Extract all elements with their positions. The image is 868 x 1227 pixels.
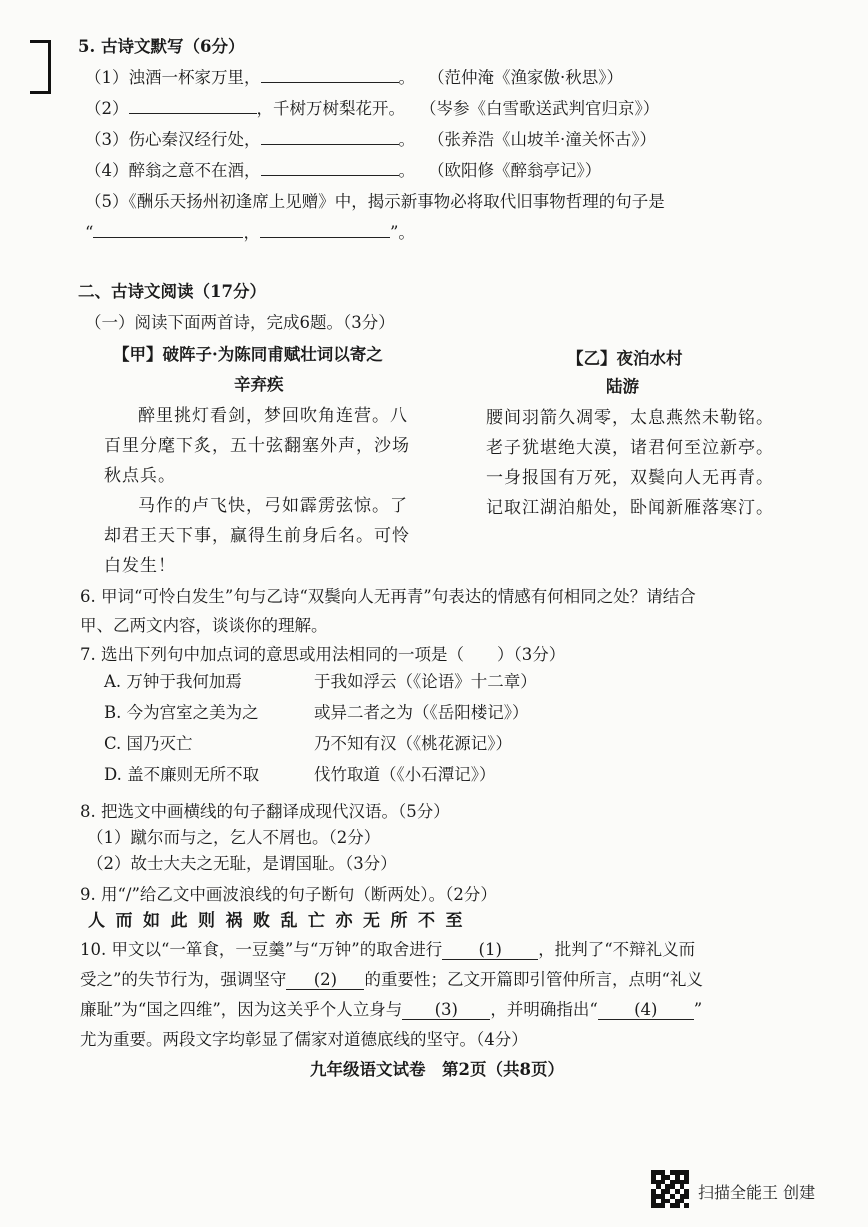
poem-b-line: 老子犹堪绝大漠，诸君何至泣新亭。: [486, 438, 774, 458]
q5-item2: （2） ，千树万树梨花开。: [85, 99, 405, 118]
q6-line1: 6. 甲词“可怜白发生”句与乙诗“双鬓向人无再青”句表达的情感有何相同之处？请结合: [80, 587, 696, 606]
q5-item2-source: （岑参《白雪歌送武判官归京》）: [420, 99, 660, 118]
answer-blank[interactable]: [129, 113, 257, 114]
part-instruction: （一）阅读下面两首诗，完成6题。（3分）: [85, 313, 395, 332]
q7-option-a[interactable]: A. 万钟于我何加焉: [104, 672, 242, 691]
answer-blank[interactable]: [261, 175, 399, 176]
poem-a-title: 【甲】破阵子·为陈同甫赋壮词以寄之: [113, 345, 383, 364]
q5-item4-source: （欧阳修《醉翁亭记》）: [428, 161, 602, 180]
qr-code-icon: [651, 1170, 689, 1208]
answer-blank[interactable]: [260, 237, 390, 238]
answer-blank[interactable]: (2): [286, 970, 364, 990]
page-footer: 九年级语文试卷 第2页（共8页）: [310, 1060, 564, 1079]
q8-sub2: （2）故士大夫之无耻，是谓国耻。（3分）: [87, 854, 397, 873]
q9-sentence: 人而如此则祸败乱亡亦无所不至: [88, 911, 473, 931]
poem-a-line: 秋点兵。: [104, 466, 176, 486]
q5-item4: （4）醉翁之意不在酒， 。: [85, 161, 415, 180]
poem-a-author: 辛弃疾: [234, 375, 284, 394]
q6-line2: 甲、乙两文内容，谈谈你的理解。: [80, 616, 328, 635]
answer-blank[interactable]: [261, 144, 399, 145]
q7-option-b[interactable]: B. 今为宫室之美为之: [104, 703, 259, 722]
q8-stem: 8. 把选文中画横线的句子翻译成现代汉语。（5分）: [80, 802, 450, 821]
poem-a-line: 却君王天下事，赢得生前身后名。可怜: [104, 526, 410, 546]
q7-option-c[interactable]: C. 国乃灭亡: [104, 734, 193, 753]
section-title: 二、古诗文阅读（17分）: [78, 282, 266, 301]
q10-line2: 受之”的失节行为，强调坚守 (2) 的重要性；乙文开篇即引管仲所言，点明“礼义: [80, 970, 703, 989]
q8-sub1: （1）蹴尔而与之，乞人不屑也。（2分）: [87, 828, 381, 847]
poem-b-title: 【乙】夜泊水村: [567, 349, 683, 368]
poem-a-line: 马作的卢飞快，弓如霹雳弦惊。了: [138, 496, 408, 516]
poem-a-line: 醉里挑灯看剑，梦回吹角连营。八: [138, 406, 408, 426]
q7-option-a-compare: 于我如浮云（《论语》十二章）: [314, 672, 537, 691]
q7-stem: 7. 选出下列句中加点词的意思或用法相同的一项是（ ）（3分）: [80, 645, 566, 664]
poem-b-line: 腰间羽箭久凋零，太息燕然未勒铭。: [486, 408, 774, 428]
answer-blank[interactable]: (3): [402, 1000, 490, 1020]
answer-blank[interactable]: [93, 237, 243, 238]
answer-blank[interactable]: [261, 82, 399, 83]
q7-option-d[interactable]: D. 盖不廉则无所不取: [104, 765, 260, 784]
q10-line3: 廉耻”为“国之四维”，因为这关乎个人立身与 (3) ，并明确指出“ (4) ”: [80, 1000, 703, 1019]
q7-option-b-compare: 或异二者之为（《岳阳楼记》）: [314, 703, 529, 722]
q5-item3: （3）伤心秦汉经行处， 。: [85, 130, 415, 149]
answer-blank[interactable]: (1): [442, 940, 538, 960]
q5-item5-blanks: “ ， ”。: [85, 223, 415, 242]
q5-item1: （1）浊酒一杯家万里， 。: [85, 68, 415, 87]
q10-line1: 10. 甲文以“一箪食，一豆羹”与“万钟”的取舍进行 (1) ，批判了“不辩礼义而: [80, 940, 696, 959]
q5-item1-source: （范仲淹《渔家傲·秋思》）: [428, 68, 623, 87]
q7-option-c-compare: 乃不知有汉（《桃花源记》）: [314, 734, 512, 753]
q5-item5-stem: （5）《酬乐天扬州初逢席上见赠》中，揭示新事物必将取代旧事物哲理的句子是: [85, 192, 665, 211]
q5-item3-source: （张养浩《山坡羊·潼关怀古》）: [428, 130, 656, 149]
answer-blank[interactable]: (4): [598, 1000, 694, 1020]
poem-b-line: 一身报国有万死，双鬓向人无再青。: [486, 468, 774, 488]
poem-a-line: 白发生！: [104, 556, 176, 576]
poem-b-author: 陆游: [606, 377, 639, 396]
q7-option-d-compare: 伐竹取道（《小石潭记》）: [314, 765, 496, 784]
poem-b-line: 记取江湖泊船处，卧闻新雁落寒汀。: [486, 498, 774, 518]
q9-stem: 9. 用“/”给乙文中画波浪线的句子断句（断两处）。（2分）: [80, 885, 497, 904]
poem-a-line: 百里分麾下炙，五十弦翻塞外声，沙场: [104, 436, 410, 456]
margin-bracket: [30, 40, 51, 94]
q10-line4: 尤为重要。两段文字均彰显了儒家对道德底线的坚守。（4分）: [80, 1030, 528, 1049]
scanner-watermark: 扫描全能王 创建: [698, 1183, 816, 1202]
q5-title: 5. 古诗文默写（6分）: [78, 37, 245, 56]
